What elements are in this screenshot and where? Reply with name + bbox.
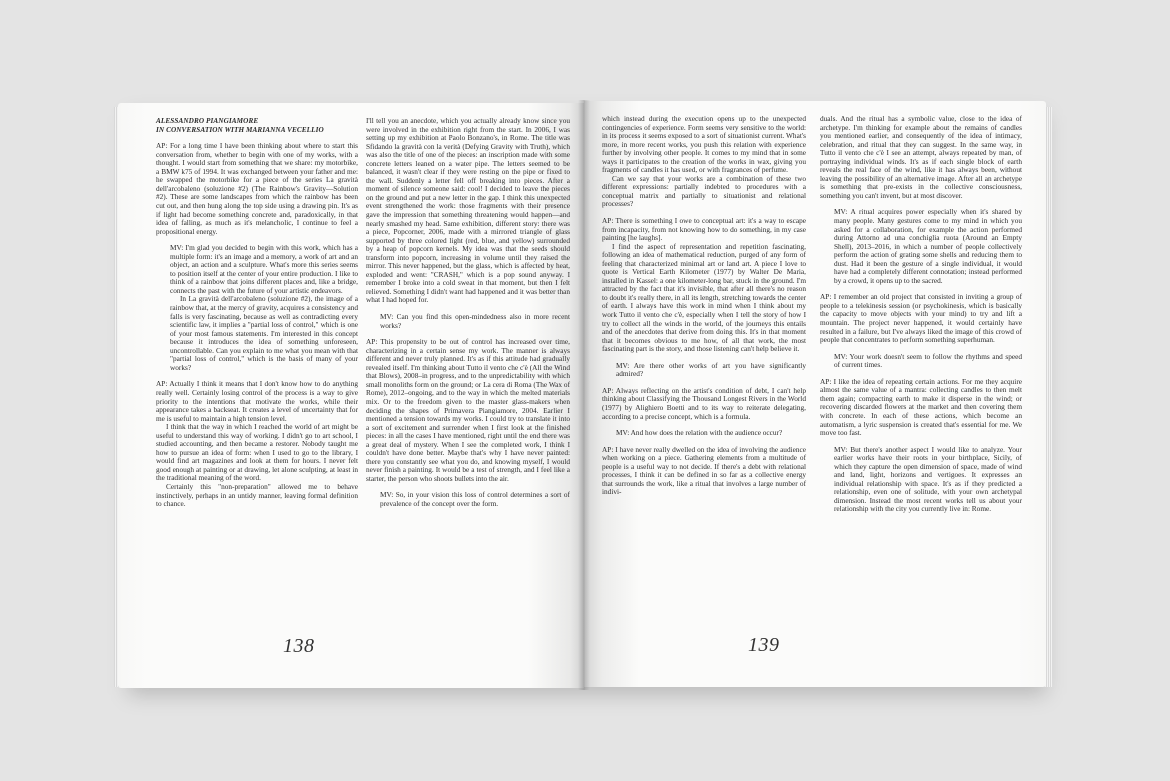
paragraph: Certainly this "non-preparation" allowed me to behave instinctively, perhaps in an untidy manner, leaving formal definition to chance.: [156, 481, 358, 509]
answer-text: [366, 117, 570, 305]
book-spine-gutter: [578, 100, 590, 690]
paragraph: MV: A ritual acquires power especially when it's shared by many people. Many gestures come to my mind in which you asked for a collaboration, for example the action performed during Attorno ad una conchiglia ruota (Around an Empty Shell), 2013–2016, in which a number of people collectively perform the action of grating some shells and reducing them to dust. Had it been the gesture of a single individual, it would have had a completely different connotation; instead performed by a crowd, it opens up to the sacred.: [834, 207, 1022, 285]
paragraph: I find the aspect of representation and repetition fascinating, following an idea of mathematical reduction, purged of any form of feeling that characterized minimal art or land art. A piece I love to quote is Vertical Earth Kilometer (1977) by Walter De Maria, installed in Kassel: a one kilometer-long bar, stuck in the ground. I'm attracted by the fact that it's invisible, that after all there's no reason to doubt it's really there, in all its length, stretching towards the center of earth. I always have this work in mind when I think about my work Tutto il vento che c'è, especially when I tell the story of how I try to collect all the winds in the world, of the journeys this entails and of the anecdotes that derive from doing this. It's in that moment that it becomes obvious to me how, of all that work, the most fascinating part is the story, and those listening can't help believe it.: [602, 241, 806, 354]
paragraph: I think that the way in which I reached the world of art might be useful to understand this way of working. I didn't go to art school, I studied accounting, and then became a restorer. Nobody taught me how to pursue an idea of form: when I used to go to the library, I would find art magazines and look at them for hours. I never felt good enough at painting or at drawing, let alone sculpting, at least in the traditional meaning of the word.: [156, 422, 358, 483]
paragraph: which instead during the execution opens up to the unexpected contingencies of experience. Form seems very sensitive to the world: in its process it seems exposed to a sort of situationist current. What's more, in more recent works, you push this relation with experience further by involving other people. It comes to my mind that in some ways it participates to the creation of the works in wax, giving you fragments of candles it has used, or with fragrances of perfume.: [602, 114, 806, 175]
paragraph: AP: Always reflecting on the artist's condition of debt, I can't help thinking about Classifying the Thousand Longest Rivers in the World (1977) by Alighiero Boetti and to its way to reiterate delegating, according to a precise concept, which is a formula.: [602, 385, 806, 421]
interviewer-question: [156, 244, 358, 372]
answer-text: [156, 142, 358, 236]
article-heading: [156, 117, 358, 134]
paragraph: In La gravità dell'arcobaleno (soluzione #2), the image of a rainbow that, at the mercy of gravity, acquires a consistency and falls is very fascinating, because as well as contradicting every scientific law, it implies a "partial loss of control," which is one of your most famous statements. I'm interested in this concept because it introduces the idea of something unforeseen, uncontrollable. Can you explain to me what you mean with that "partial loss of control," which is the basis of many of your works?: [170, 294, 358, 372]
page-number-right: 139: [748, 634, 780, 656]
interviewer-question: [366, 313, 570, 330]
paragraph: AP: There is something I owe to conceptual art: it's a way to escape from incapacity, from not knowing how to do something, in my case painting [he laughs].: [602, 216, 806, 243]
paragraph: MV: Can you find this open-mindedness also in more recent works?: [380, 312, 570, 330]
answer-text: [820, 115, 1022, 200]
left-page-column-2: [366, 117, 570, 509]
heading-subtitle: IN CONVERSATION WITH MARIANNA VECELLIO: [156, 125, 324, 134]
answer-text: [820, 378, 1022, 438]
column-text: [366, 117, 570, 509]
left-page-column-1: [156, 117, 358, 509]
paragraph: duals. And the ritual has a symbolic value, close to the idea of archetype. I'm thinking for example about the remains of candles you mentioned earlier, and consequently of the idea of intimacy, celebration, and ritual that they can suggest. In the same way, in Tutto il vento che c'è I see an attempt, always repeated by man, of portraying individual winds. It's as if each single block of earth reveals the real face of the wind, like it has always been, without leaving the possibility of an alternative image. After all an archetype is something that pre-exists in the collective consciousness, something you can't invent, but at most discover.: [820, 114, 1022, 200]
column-text: [602, 115, 806, 497]
interviewer-question: [820, 353, 1022, 370]
paragraph: MV: And how does the relation with the audience occur?: [616, 428, 783, 438]
answer-text: [602, 217, 806, 354]
interviewer-question: [820, 208, 1022, 285]
paragraph: AP: For a long time I have been thinking about where to start this conversation from, whether to begin with one of my works, with a thought. I would start from something that we share: my motorbike, a BMW k75 of 1994. It was exchanged between your father and me: he swapped the motorbike for a piece of the series La gravità dell'arcobaleno (soluzione #2) (The Rainbow's Gravity—Solution #2). These are some landscapes from which the rainbow has been cut out, and then hung along the top side using a drawing pin. It's as if light had become something concrete and, paradoxically, in that idea of falling, as much as it's melancholic, I continue to feel a propositional energy.: [156, 141, 358, 236]
interviewer-question: [820, 446, 1022, 514]
paragraph: I'll tell you an anecdote, which you actually already know since you were involved in the exhibition right from the start. In 2006, I was setting up my exhibition at Paolo Bonzano's, in Rome. The title was Sfidando la gravità con la verità (Defying Gravity with Truth), which was also the title of one of the pieces: an inscription made with some concrete letters leaned on a water pipe. The letters seemed to be balanced, it wasn't clear if they were resting on the pipe or fixed to the wall. Suddenly a letter fell off breaking into pieces. After a moment of silence someone said: cool! I decided to leave the pieces on the ground and put a new letter in the gap. I think this unexpected event strengthened the work: those fragments with their presence gave the impression that something threatening would happen—and nearly smashed my head. Same exhibition, different story: there was a piece, Popcorner, 2006, made with a mirrored triangle of glass supported by three colored light (red, blue, and yellow) surrounded by a heap of popcorn kernels. My idea was that the seeds should transform into popcorn, increasing in volume until they raised the mirror. This never happened, but the glass, which is affected by heat, exploded and went: "CRASH," which is a pop sound anyway. I remember I broke into a cold sweat in that moment, but then I felt relieved. Something I didn't want had happened and it was better than what I had hoped for.: [366, 116, 570, 305]
column-text: [820, 115, 1022, 514]
paragraph: MV: Are there other works of art you have significantly admired?: [616, 360, 806, 379]
column-text: [156, 142, 358, 508]
right-page: [584, 101, 1046, 687]
paragraph: Can we say that your works are a combination of these two different expressions: partially indebted to procedures with a conceptual matrix and partially to situationist and relational processes?: [602, 173, 806, 209]
answer-text: [602, 115, 806, 209]
paragraph: MV: So, in your vision this loss of control determines a sort of prevalence of the concept over the form.: [380, 490, 570, 508]
interviewer-question: [602, 429, 806, 438]
paragraph: AP: I have never really dwelled on the idea of involving the audience when working on a piece. Gathering elements from a multitude of people is a useful way to not decide. If there's a debt with relational processes, I think it can be defined in so far as a collective energy that surrounds the work, like a ritual that involves a large number of indivi-: [602, 444, 806, 497]
left-page: [118, 103, 584, 688]
paragraph: MV: Your work doesn't seem to follow the rhythms and speed of current times.: [834, 351, 1022, 370]
paragraph: MV: But there's another aspect I would like to analyze. Your earlier works have their roots in your birthplace, Sicily, of which they capture the open dimension of space, made of wind and land, light, horizons and vertigoes. It expresses an individual relationship with space. It's as if they predicted a relationship, even one of solitude, with your own archetypal dimension. Instead the most recent works tell us about your relationship with the city you currently live in: Rome.: [834, 444, 1022, 514]
answer-text: [602, 387, 806, 421]
page-number-left: 138: [283, 635, 315, 657]
heading-author: ALESSANDRO PIANGIAMORE: [156, 117, 259, 125]
answer-text: [602, 446, 806, 497]
paragraph: AP: I remember an old project that consisted in inviting a group of people to a telekinesis session (or psychokinesis, which is basically the capacity to move objects with your mind) to try and lift a mountain. The project never happened, it would certainly have resulted in a failure, but I've always liked the image of this crowd of people that concentrates to perform something superhuman.: [820, 292, 1022, 345]
paragraph: AP: Actually I think it means that I don't know how to do anything really well. Certainly losing control of the process is a way to give priority to the intentions that motivate the works, while their appearance takes a backseat. It creates a level of uncertainty that for me is useful to maintain a high tension level.: [156, 379, 358, 423]
answer-text: [366, 338, 570, 483]
paragraph: AP: This propensity to be out of control has increased over time, characterizing in a certain sense my work. The manner is always different and never truly planned. It's as if this attitude had gradually revealed itself. I'm thinking about Tutto il vento che c'è (All the Wind that Blows), 2008–in progress, and to the unpredictability with which small monoliths form on the ground; or La cera di Roma (The Wax of Rome), 2012–ongoing, and to the way in which the melted materials mix. Or to the freedom given to the master glass-makers when deciding the shapes of Primavera Piangiamore, 2004. Earlier I mentioned a tension towards my works. I could try to translate it into a sort of excitement and surrender when I first look at the finished pieces: in all the cases I have mentioned, right until the end there was a great deal of mystery. When I see the completed work, I think I couldn't have done better. Maybe that's why I have never painted: there you constantly see what you do, and knowing myself, I would never finish a painting. It would be a test of strength, and I feel like a starter, the person who shoots bullets into the air.: [366, 337, 570, 483]
paragraph: MV: I'm glad you decided to begin with this work, which has a multiple form: it's an image and a memory, a work of art and an object, an action and a sculpture. What's more this series seems to position itself at the center of your entire production. I like to think of a rainbow that joins different places and, like a bridge, connects the past with the future of your artistic endeavors.: [170, 243, 358, 295]
interviewer-question: [366, 491, 570, 508]
answer-text: [820, 293, 1022, 344]
interviewer-question: [602, 362, 806, 379]
right-page-column-1: [602, 115, 806, 497]
answer-text: [156, 380, 358, 508]
paragraph: AP: I like the idea of repeating certain actions. For me they acquire almost the same value of a mantra: collecting candles to then melt them again; compacting earth to make it disperse in the wind; or recovering discarded flowers at the market and then covering them with concrete. In each of these actions, which become an automatism, a lyric suspension is created that's essential for me. We move too fast.: [820, 376, 1022, 438]
right-page-column-2: [820, 115, 1022, 514]
